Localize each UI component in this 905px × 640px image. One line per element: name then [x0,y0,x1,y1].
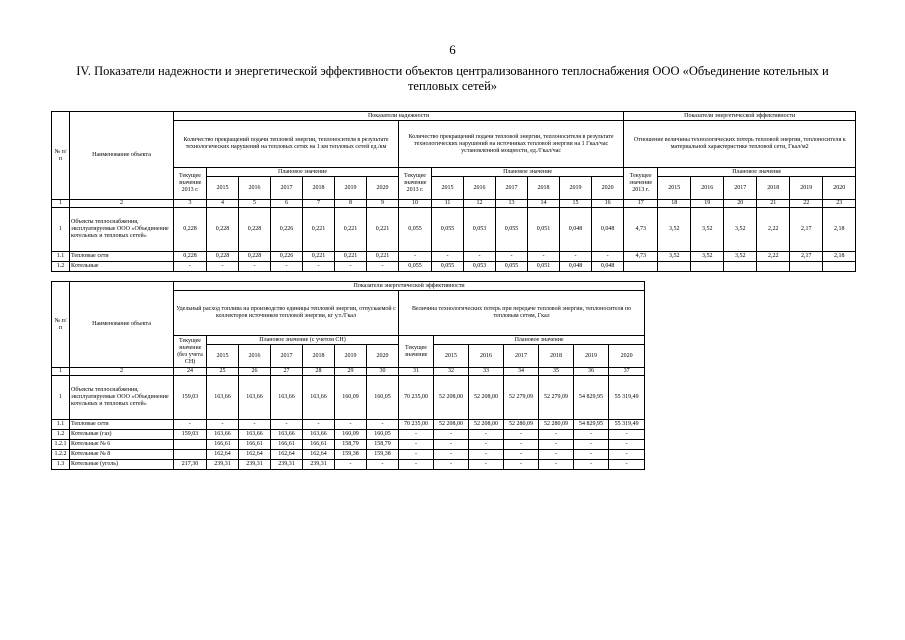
value-cell: 166,61 [271,440,303,450]
row-number: 1.1 [52,420,70,430]
value-cell: 162,64 [271,450,303,460]
column-number: 9 [367,200,399,208]
value-cell: 163,66 [271,376,303,420]
header-object-name: Наименование объекта [70,112,174,200]
value-cell: 0,221 [335,252,367,262]
value-cell: 0,051 [528,208,560,252]
column-number: 21 [757,200,790,208]
value-cell: 0,053 [464,208,496,252]
value-cell [624,262,658,272]
row-object-name: Тепловые сети [70,420,174,430]
value-cell: - [434,440,469,450]
efficiency-table [51,281,645,470]
year-header: 2017 [724,177,757,200]
value-cell: - [271,262,303,272]
column-number: 6 [271,200,303,208]
column-number: 15 [560,200,592,208]
value-cell: 52 208,00 [434,376,469,420]
value-cell: 3,52 [658,252,691,262]
year-header: 2016 [239,177,271,200]
value-cell: 0,048 [592,208,624,252]
column-number: 36 [574,368,609,376]
header-no: № п/п [52,112,70,200]
value-cell: 163,66 [207,376,239,420]
value-cell: 0,048 [560,262,592,272]
column-number: 30 [367,368,399,376]
value-cell: - [271,420,303,430]
value-cell: 158,79 [367,440,399,450]
value-cell [757,262,790,272]
value-cell: 3,52 [691,252,724,262]
header-current: Текущее значение 2013 г. [174,168,207,200]
row-number: 1 [52,208,70,252]
table-row [52,430,645,440]
value-cell: 0,221 [335,208,367,252]
header-efficiency: Показатели энергетической эффективности [174,282,645,291]
table-row [52,262,856,272]
header-no: № п/п [52,282,70,368]
value-cell: 52 279,09 [504,376,539,420]
column-number: 22 [790,200,823,208]
year-header: 2018 [303,345,335,368]
column-number: 19 [691,200,724,208]
row-object-name: Объекты теплоснабжения, эксплуатируемые ООО «Объединение котельных и тепловых сетей» [70,208,174,252]
row-number: 1.1 [52,252,70,262]
value-cell: 0,221 [303,208,335,252]
value-cell: 0,228 [207,208,239,252]
header-planned: Плановое значение [207,168,399,177]
value-cell: - [434,450,469,460]
table-row [52,208,856,252]
year-header: 2020 [367,177,399,200]
value-cell: 217,30 [174,460,207,470]
column-number: 2 [70,200,174,208]
value-cell: 0,055 [496,262,528,272]
value-cell [823,262,856,272]
value-cell: - [335,420,367,430]
table-row [52,440,645,450]
value-cell: 163,66 [303,376,335,420]
value-cell: - [574,460,609,470]
value-cell [790,262,823,272]
value-cell: - [528,252,560,262]
value-cell: 159,38 [367,450,399,460]
year-header: 2015 [207,177,239,200]
value-cell: 0,228 [174,208,207,252]
year-header: 2016 [691,177,724,200]
value-cell: 166,61 [207,440,239,450]
year-header: 2019 [335,345,367,368]
value-cell: 158,79 [335,440,367,450]
column-number: 11 [432,200,464,208]
value-cell: - [399,430,434,440]
header-efficiency: Показатели энергетической эффективности [624,112,856,121]
value-cell: - [335,262,367,272]
value-cell: 163,66 [303,430,335,440]
value-cell: 2,22 [757,208,790,252]
value-cell: - [174,262,207,272]
value-cell: 52 208,00 [434,420,469,430]
column-number: 27 [271,368,303,376]
value-cell: - [469,450,504,460]
column-number: 1 [52,368,70,376]
value-cell: 160,09 [335,430,367,440]
value-cell: - [399,252,432,262]
column-number: 4 [207,200,239,208]
year-header: 2015 [207,345,239,368]
value-cell: 159,38 [335,450,367,460]
value-cell: 3,52 [691,208,724,252]
table-row [52,450,645,460]
value-cell: 0,053 [464,262,496,272]
header-planned: Плановое значение (с учетом СН) [207,336,399,345]
value-cell: 2,17 [790,208,823,252]
value-cell: 2,18 [823,208,856,252]
value-cell: - [539,430,574,440]
year-header: 2020 [609,345,645,368]
value-cell: - [539,460,574,470]
value-cell: - [539,450,574,460]
value-cell: - [335,460,367,470]
column-number: 7 [303,200,335,208]
row-object-name: Объекты теплоснабжения, эксплуатируемые ООО «Объединение котельных и тепловых сетей» [70,376,174,420]
value-cell: 162,64 [239,450,271,460]
header-planned: Плановое значение [658,168,856,177]
value-cell: 54 829,95 [574,376,609,420]
value-cell: 70 235,00 [399,420,434,430]
value-cell: 0,055 [399,208,432,252]
column-number: 26 [239,368,271,376]
value-cell: 162,64 [303,450,335,460]
row-number: 1 [52,376,70,420]
year-header: 2019 [790,177,823,200]
value-cell: - [432,252,464,262]
value-cell: 52 208,00 [469,420,504,430]
row-number: 1.3 [52,460,70,470]
column-number: 10 [399,200,432,208]
value-cell: - [174,420,207,430]
column-number: 13 [496,200,528,208]
year-header: 2020 [823,177,856,200]
header-technological-losses: Величина технологических потерь при передаче тепловой энергии, теплоносителя по тепловым сетям, Гкал [399,291,645,336]
value-cell: 0,228 [207,252,239,262]
header-network-interruptions: Количество прекращений подачи тепловой энергии, теплоносителя в результате технологических нарушений на тепловых сетях на 1 км тепловых сетей ед./км [174,121,399,168]
value-cell: - [574,440,609,450]
column-number: 5 [239,200,271,208]
year-header: 2018 [539,345,574,368]
column-number: 18 [658,200,691,208]
header-reliability: Показатели надежности [174,112,624,121]
value-cell: - [504,460,539,470]
column-number: 12 [464,200,496,208]
column-number: 32 [434,368,469,376]
header-object-name: Наименование объекта [70,282,174,368]
value-cell: 0,221 [367,208,399,252]
value-cell: 163,66 [239,376,271,420]
value-cell: 160,05 [367,376,399,420]
header-loss-ratio: Отношение величины технологических потерь тепловой энергии, теплоносителя к материальной характеристике тепловой сети, Гкал/м2 [624,121,856,168]
value-cell: 0,228 [239,252,271,262]
page-number: 6 [449,42,456,57]
value-cell: - [560,252,592,262]
value-cell: 70 235,00 [399,376,434,420]
column-number: 2 [70,368,174,376]
value-cell: - [609,450,645,460]
value-cell: 159,03 [174,430,207,440]
value-cell: 52 208,00 [469,376,504,420]
row-object-name: Котельные (газ) [70,430,174,440]
value-cell: - [434,430,469,440]
value-cell: - [303,420,335,430]
column-number: 14 [528,200,560,208]
value-cell: 54 829,95 [574,420,609,430]
row-number: 1.2.2 [52,450,70,460]
year-header: 2020 [592,177,624,200]
value-cell [174,450,207,460]
value-cell: 0,226 [271,208,303,252]
column-number: 20 [724,200,757,208]
column-number: 1 [52,200,70,208]
column-number: 25 [207,368,239,376]
value-cell: - [207,420,239,430]
year-header: 2018 [757,177,790,200]
table-row [52,460,645,470]
value-cell: 239,31 [239,460,271,470]
year-header: 2018 [303,177,335,200]
value-cell [174,440,207,450]
value-cell: 160,09 [335,376,367,420]
row-number: 1.2 [52,430,70,440]
value-cell: 4,73 [624,252,658,262]
value-cell [724,262,757,272]
page-title: IV. Показатели надежности и энергетической эффективности объектов централизованного теплоснабжения ООО «Объединение котельных и тепловых сетей» [76,64,829,93]
value-cell: 162,64 [207,450,239,460]
value-cell: - [469,440,504,450]
row-object-name: Котельные № 8 [70,450,174,460]
value-cell: - [504,440,539,450]
value-cell: 160,05 [367,430,399,440]
year-header: 2016 [239,345,271,368]
year-header: 2019 [574,345,609,368]
value-cell [658,262,691,272]
value-cell: 163,66 [271,430,303,440]
value-cell: - [539,440,574,450]
year-header: 2017 [496,177,528,200]
value-cell: 239,31 [207,460,239,470]
row-object-name: Котельные [70,262,174,272]
year-header: 2019 [335,177,367,200]
row-number: 1.2.1 [52,440,70,450]
table-row [52,420,645,430]
year-header: 2017 [504,345,539,368]
column-number: 28 [303,368,335,376]
value-cell: - [592,252,624,262]
table-row [52,252,856,262]
reliability-table [51,111,856,272]
value-cell [691,262,724,272]
value-cell: 0,051 [528,262,560,272]
column-number: 23 [823,200,856,208]
column-number: 37 [609,368,645,376]
value-cell: 239,31 [303,460,335,470]
header-current: Текущее значение 2013 г. [399,168,432,200]
year-header: 2016 [464,177,496,200]
value-cell: - [574,450,609,460]
value-cell: - [434,460,469,470]
value-cell: 0,221 [367,252,399,262]
value-cell: - [496,252,528,262]
value-cell: 0,048 [560,208,592,252]
value-cell: 166,61 [303,440,335,450]
value-cell: 239,31 [271,460,303,470]
year-header: 2015 [432,177,464,200]
year-header: 2019 [560,177,592,200]
value-cell: 52 280,09 [504,420,539,430]
header-current: Текущее значение 2013 г. [624,168,658,200]
value-cell: 55 319,49 [609,376,645,420]
column-number: 31 [399,368,434,376]
value-cell: - [609,440,645,450]
row-object-name: Котельные № 6 [70,440,174,450]
value-cell: 163,66 [207,430,239,440]
header-planned: Плановое значение [432,168,624,177]
year-header: 2017 [271,177,303,200]
value-cell: - [609,430,645,440]
header-source-interruptions: Количество прекращений подачи тепловой энергии, теплоносителя в результате технологических нарушений на источниках тепловой энергии на 1 Гкал/час установленной мощности, ед./Гкал/час [399,121,624,168]
value-cell: - [239,420,271,430]
value-cell: 159,03 [174,376,207,420]
column-number: 16 [592,200,624,208]
column-number: 3 [174,200,207,208]
value-cell: - [367,460,399,470]
value-cell: - [504,450,539,460]
value-cell: - [469,460,504,470]
value-cell: 3,52 [724,208,757,252]
value-cell: 0,226 [271,252,303,262]
value-cell: - [399,460,434,470]
value-cell: 52 279,09 [539,376,574,420]
value-cell: 2,17 [790,252,823,262]
value-cell: 0,228 [174,252,207,262]
value-cell: 52 280,09 [539,420,574,430]
row-number: 1.2 [52,262,70,272]
value-cell: - [609,460,645,470]
value-cell: - [303,262,335,272]
header-current: Текущее значение (без учета СН) [174,336,207,368]
value-cell: - [469,430,504,440]
value-cell: 2,18 [823,252,856,262]
value-cell: 163,66 [239,430,271,440]
column-number: 8 [335,200,367,208]
header-fuel-consumption: Удельный расход топлива на производство единицы тепловой энергии, отпускаемой с коллекторов источников тепловой энергии, кг у.т./Гкал [174,291,399,336]
row-object-name: Тепловые сети [70,252,174,262]
header-planned: Плановое значение [434,336,645,345]
column-number: 33 [469,368,504,376]
year-header: 2020 [367,345,399,368]
value-cell: - [399,450,434,460]
value-cell: 166,61 [239,440,271,450]
value-cell: - [367,420,399,430]
year-header: 2017 [271,345,303,368]
value-cell: 55 319,49 [609,420,645,430]
value-cell: 3,52 [724,252,757,262]
value-cell: 0,055 [496,208,528,252]
value-cell: 2,22 [757,252,790,262]
value-cell: - [239,262,271,272]
value-cell: 0,055 [432,208,464,252]
value-cell: - [574,430,609,440]
value-cell: - [504,430,539,440]
value-cell: - [367,262,399,272]
value-cell: - [207,262,239,272]
value-cell: 0,055 [432,262,464,272]
column-number: 35 [539,368,574,376]
row-object-name: Котельные (уголь) [70,460,174,470]
column-number: 24 [174,368,207,376]
column-number: 17 [624,200,658,208]
value-cell: 0,055 [399,262,432,272]
value-cell: 0,228 [239,208,271,252]
column-number: 29 [335,368,367,376]
year-header: 2015 [658,177,691,200]
value-cell: 4,73 [624,208,658,252]
value-cell: 0,221 [303,252,335,262]
column-number: 34 [504,368,539,376]
header-current: Текущее значение [399,336,434,368]
year-header: 2018 [528,177,560,200]
value-cell: - [464,252,496,262]
value-cell: 3,52 [658,208,691,252]
year-header: 2015 [434,345,469,368]
year-header: 2016 [469,345,504,368]
value-cell: - [399,440,434,450]
table-row [52,376,645,420]
value-cell: 0,048 [592,262,624,272]
